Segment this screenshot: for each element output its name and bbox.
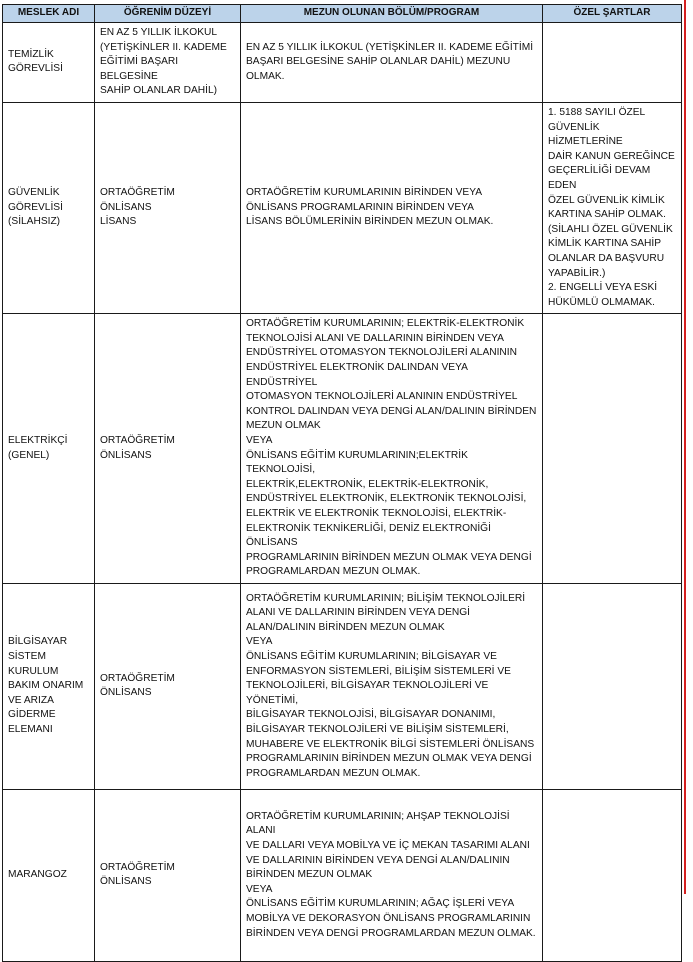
table-row <box>3 102 682 313</box>
cell-ozel <box>543 789 682 961</box>
table-row <box>3 789 682 961</box>
page-margin-line <box>684 0 686 894</box>
cell-mezun: ORTAÖĞRETİM KURUMLARININ; BİLİŞİM TEKNOLOJİLERİ ALANI VE DALLARININ BİRİNDEN VEYA DENGİ ALAN/DALININ BİRİNDEN MEZUN OLMAK VEYA ÖNLİSANS EĞİTİM KURUMLARININ; BİLGİSAYAR VE ENFORMASYON SİSTEMLERİ, BİLİŞİM SİSTEMLERİ VE TEKNOLOJİLERİ, BİLGİSAYAR TEKNOLOJİLERİ VE YÖNETİMİ, BİLGİSAYAR TEKNOLOJİSİ, BİLGİSAYAR DONANIMI, BİLGİSAYAR TEKNOLOJİLERİ VE BİLİŞİM SİSTEMLERİ, MUHABERE VE ELEKTRONİK BİLGİ SİSTEMLERİ ÖNLİSANS PROGRAMLARININ BİRİNDEN MEZUN OLMAK VEYA DENGİ PROGRAMLARDAN MEZUN OLMAK. <box>241 583 543 789</box>
table-header-row <box>3 5 682 23</box>
cell-mezun: EN AZ 5 YILLIK İLKOKUL (YETİŞKİNLER II. KADEME EĞİTİMİ BAŞARI BELGESİNE SAHİP OLANLAR DAHİL) MEZUNU OLMAK. <box>241 23 543 103</box>
cell-ozel: 1. 5188 SAYILI ÖZEL GÜVENLİK HİZMETLERİNE DAİR KANUN GEREĞİNCE GEÇERLİLİĞİ DEVAM EDEN ÖZEL GÜVENLİK KİMLİK KARTINA SAHİP OLMAK. (SİLAHLI ÖZEL GÜVENLİK KİMLİK KARTINA SAHİP OLANLAR DA BAŞVURU YAPABİLİR.) 2. ENGELLİ VEYA ESKİ HÜKÜMLÜ OLMAMAK. <box>543 102 682 313</box>
cell-meslek: GÜVENLİK GÖREVLİSİ (SİLAHSIZ) <box>3 102 95 313</box>
cell-ogrenim: ORTAÖĞRETİM ÖNLİSANS <box>95 789 241 961</box>
cell-ogrenim: ORTAÖĞRETİM ÖNLİSANS LİSANS <box>95 102 241 313</box>
cell-meslek: ELEKTRİKÇİ (GENEL) <box>3 314 95 584</box>
cell-ogrenim: ORTAÖĞRETİM ÖNLİSANS <box>95 583 241 789</box>
table-row <box>3 314 682 584</box>
cell-ozel <box>543 23 682 103</box>
cell-meslek: MARANGOZ <box>3 789 95 961</box>
header-meslek-adi: MESLEK ADI <box>3 5 95 23</box>
header-ogrenim-duzeyi: ÖĞRENİM DÜZEYİ <box>95 5 241 23</box>
cell-ozel <box>543 314 682 584</box>
header-ozel-sartlar: ÖZEL ŞARTLAR <box>543 5 682 23</box>
table-row <box>3 23 682 103</box>
cell-meslek: BİLGİSAYAR SİSTEM KURULUM BAKIM ONARIM VE ARIZA GİDERME ELEMANI <box>3 583 95 789</box>
header-mezun-bolum: MEZUN OLUNAN BÖLÜM/PROGRAM <box>241 5 543 23</box>
qualification-table <box>2 4 682 962</box>
cell-mezun: ORTAÖĞRETİM KURUMLARININ BİRİNDEN VEYA ÖNLİSANS PROGRAMLARININ BİRİNDEN VEYA LİSANS BÖLÜMLERİNİN BİRİNDEN MEZUN OLMAK. <box>241 102 543 313</box>
cell-mezun: ORTAÖĞRETİM KURUMLARININ; ELEKTRİK-ELEKTRONİK TEKNOLOJİSİ ALANI VE DALLARININ BİRİNDEN VEYA ENDÜSTRİYEL OTOMASYON TEKNOLOJİLERİ ALANININ ENDÜSTRİYEL ELEKTRONİK DALINDAN VEYA ENDÜSTRİYEL OTOMASYON TEKNOLOJİLERİ ALANININ ENDÜSTRİYEL KONTROL DALINDAN VEYA DENGİ ALAN/DALININ BİRİNDEN MEZUN OLMAK VEYA ÖNLİSANS EĞİTİM KURUMLARININ;ELEKTRİK TEKNOLOJİSİ, ELEKTRİK,ELEKTRONİK, ELEKTRİK-ELEKTRONİK, ENDÜSTRİYEL ELEKTRONİK, ELEKTRONİK TEKNOLOJİSİ, ELEKTRİK VE ELEKTRONİK TEKNOLOJİSİ, ELEKTRİK- ELEKTRONİK TEKNİKERLİĞİ, DENİZ ELEKTRONİĞİ ÖNLİSANS PROGRAMLARININ BİRİNDEN MEZUN OLMAK VEYA DENGİ PROGRAMLARDAN MEZUN OLMAK. <box>241 314 543 584</box>
table-row <box>3 583 682 789</box>
cell-ogrenim: ORTAÖĞRETİM ÖNLİSANS <box>95 314 241 584</box>
cell-mezun: ORTAÖĞRETİM KURUMLARININ; AHŞAP TEKNOLOJİSİ ALANI VE DALLARI VEYA MOBİLYA VE İÇ MEKAN TASARIMI ALANI VE DALLARININ BİRİNDEN VEYA DENGİ ALAN/DALININ BİRİNDEN MEZUN OLMAK VEYA ÖNLİSANS EĞİTİM KURUMLARININ; AĞAÇ İŞLERİ VEYA MOBİLYA VE DEKORASYON ÖNLİSANS PROGRAMLARININ BİRİNDEN VEYA DENGİ PROGRAMLARDAN MEZUN OLMAK. <box>241 789 543 961</box>
cell-meslek: TEMİZLİK GÖREVLİSİ <box>3 23 95 103</box>
cell-ogrenim: EN AZ 5 YILLIK İLKOKUL (YETİŞKİNLER II. KADEME EĞİTİMİ BAŞARI BELGESİNE SAHİP OLANLAR DAHİL) <box>95 23 241 103</box>
cell-ozel <box>543 583 682 789</box>
